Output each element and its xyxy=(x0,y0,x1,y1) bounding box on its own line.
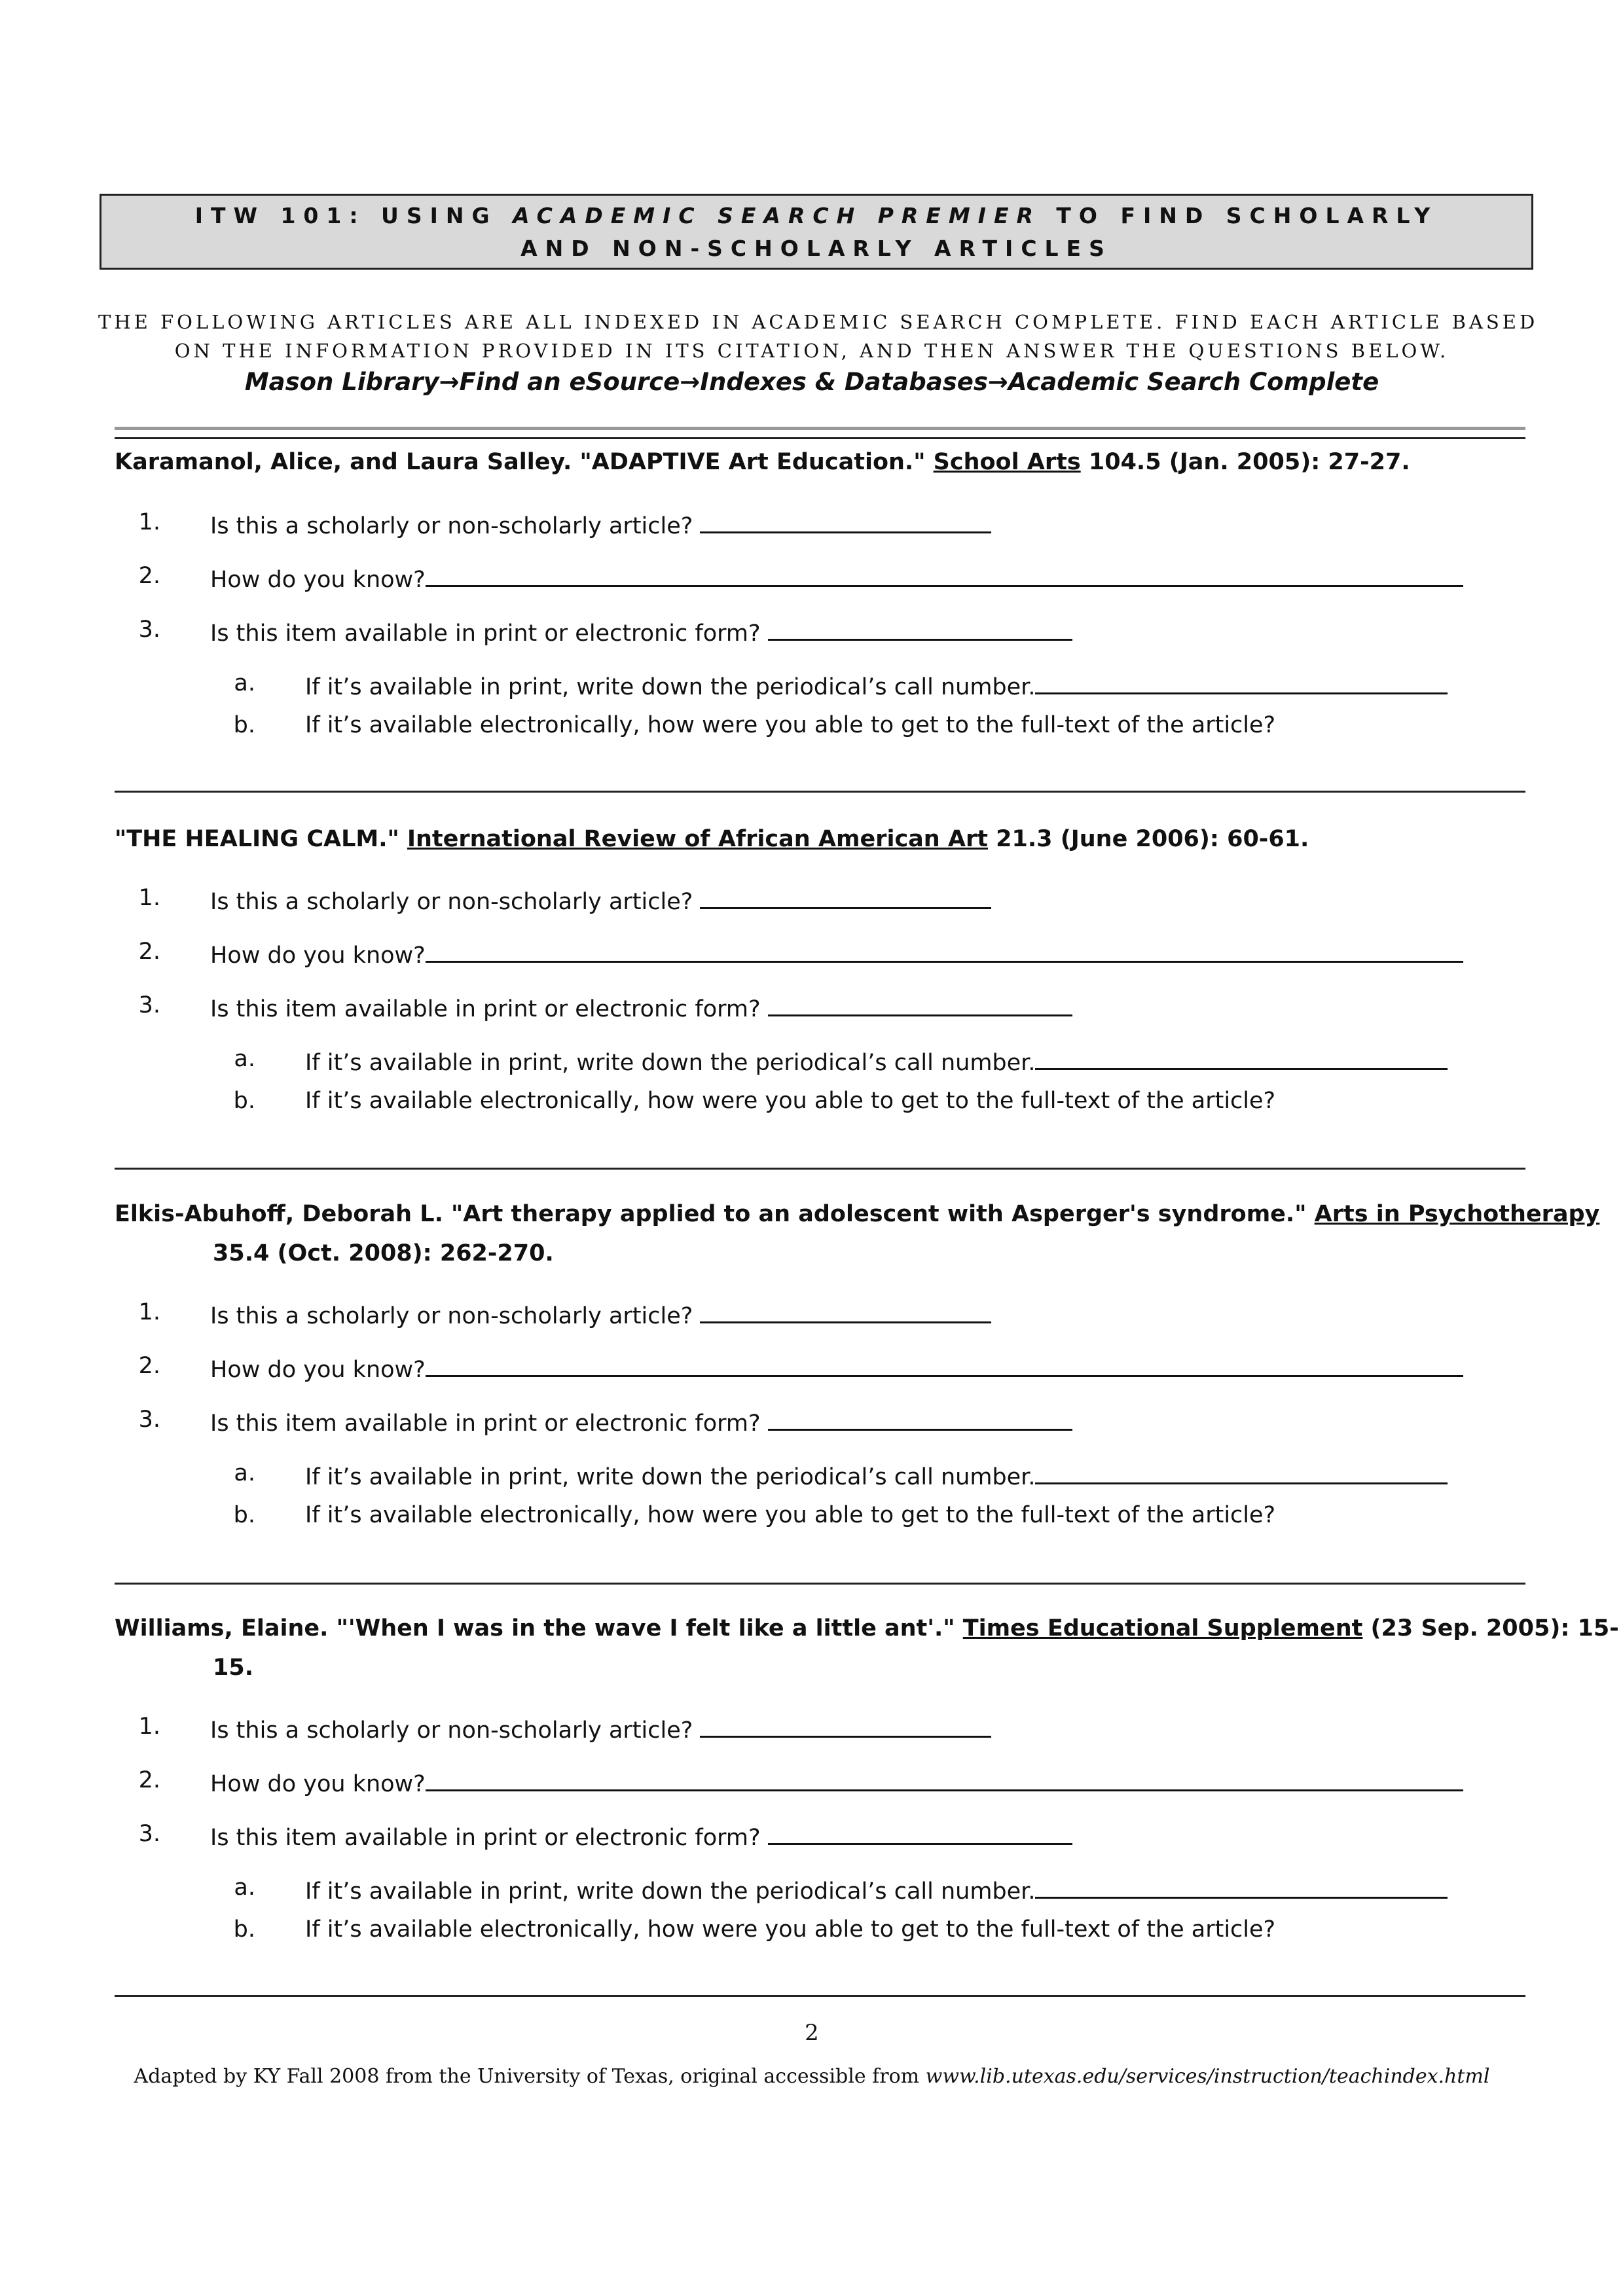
question-number: 2. xyxy=(138,1767,160,1793)
citation-text: "THE HEALING CALM." xyxy=(115,826,407,852)
question-number: 1. xyxy=(138,1299,160,1325)
question-text: If it’s available electronically, how were you able to get to the full-text of the article? xyxy=(305,712,1276,738)
question-text: If it’s available electronically, how were you able to get to the full-text of the article? xyxy=(305,1916,1276,1943)
divider xyxy=(115,1168,1525,1170)
question-number: 3. xyxy=(138,1407,160,1433)
question-letter: b. xyxy=(233,712,255,738)
question-text: How do you know? xyxy=(210,942,426,969)
instructions-line-1: THE FOLLOWING ARTICLES ARE ALL INDEXED IN ACADEMIC SEARCH COMPLETE. FIND EACH ARTICLE BASED xyxy=(98,311,1539,333)
answer-blank[interactable] xyxy=(768,617,1072,641)
title-line-2: AND NON-SCHOLARLY ARTICLES xyxy=(520,236,1112,261)
question-text: How do you know? xyxy=(210,567,426,593)
journal-title: International Review of African American Art xyxy=(407,826,988,852)
question-letter: b. xyxy=(233,1088,255,1114)
question-letter: b. xyxy=(233,1916,255,1943)
question-letter: b. xyxy=(233,1502,255,1528)
navigation-path: Mason Library→Find an eSource→Indexes & Databases→Academic Search Complete xyxy=(244,368,1379,396)
question-text: How do you know? xyxy=(210,1357,426,1383)
answer-blank[interactable] xyxy=(700,1299,991,1323)
journal-title: School Arts xyxy=(933,449,1081,475)
citation-text: Karamanol, Alice, and Laura Salley. "ADAPTIVE Art Education." xyxy=(115,449,934,475)
citation-1 xyxy=(115,442,1623,482)
answer-blank[interactable] xyxy=(700,1713,991,1738)
footer-text: Adapted by KY Fall 2008 from the University of Texas, original accessible from xyxy=(134,2065,926,2088)
answer-blank[interactable] xyxy=(700,509,991,533)
question-number: 1. xyxy=(138,509,160,535)
question-number: 2. xyxy=(138,1353,160,1379)
footer-url[interactable]: www.lib.utexas.edu/services/instruction/teachindex.html xyxy=(925,2065,1490,2088)
question-text: If it’s available in print, write down the periodical’s call number. xyxy=(305,1464,1036,1490)
answer-blank[interactable] xyxy=(700,885,991,909)
divider xyxy=(115,791,1525,793)
question-number: 3. xyxy=(138,617,160,643)
journal-title: Times Educational Supplement xyxy=(962,1615,1363,1641)
question-text: Is this item available in print or electronic form? xyxy=(210,996,768,1022)
instructions-line-2: ON THE INFORMATION PROVIDED IN ITS CITATION, AND THEN ANSWER THE QUESTIONS BELOW. xyxy=(174,340,1450,362)
divider xyxy=(115,427,1525,430)
footer xyxy=(65,2065,1558,2088)
question-number: 1. xyxy=(138,1713,160,1740)
question-text: If it’s available in print, write down the periodical’s call number. xyxy=(305,1878,1036,1905)
title-part-1: ITW 101: USING xyxy=(194,203,513,228)
answer-blank[interactable] xyxy=(1035,1046,1448,1070)
citation-text: 104.5 (Jan. 2005): 27-27. xyxy=(1080,449,1410,475)
question-text: Is this item available in print or electronic form? xyxy=(210,620,768,647)
question-text: Is this item available in print or electronic form? xyxy=(210,1825,768,1851)
question-letter: a. xyxy=(234,670,255,696)
citation-text: 35.4 (Oct. 2008): 262-270. xyxy=(213,1240,554,1266)
question-letter: a. xyxy=(234,1046,255,1072)
answer-blank[interactable] xyxy=(426,1353,1463,1377)
citation-text: 21.3 (June 2006): 60-61. xyxy=(988,826,1309,852)
question-letter: a. xyxy=(234,1874,255,1901)
citation-text: Elkis-Abuhoff, Deborah L. "Art therapy applied to an adolescent with Asperger's syndrome." xyxy=(115,1201,1315,1227)
answer-blank[interactable] xyxy=(768,1407,1072,1431)
question-text: How do you know? xyxy=(210,1771,426,1797)
question-number: 3. xyxy=(138,992,160,1018)
question-number: 3. xyxy=(138,1821,160,1847)
question-number: 2. xyxy=(138,939,160,965)
answer-blank[interactable] xyxy=(768,992,1072,1016)
question-text: Is this a scholarly or non-scholarly article? xyxy=(210,889,701,915)
answer-blank[interactable] xyxy=(1035,1460,1448,1484)
answer-blank[interactable] xyxy=(426,563,1463,587)
divider xyxy=(115,437,1525,439)
question-text: Is this a scholarly or non-scholarly article? xyxy=(210,513,701,539)
instructions xyxy=(98,308,1539,365)
question-text: Is this a scholarly or non-scholarly article? xyxy=(210,1303,701,1329)
question-text: If it’s available electronically, how were you able to get to the full-text of the article? xyxy=(305,1502,1276,1528)
question-letter: a. xyxy=(234,1460,255,1486)
answer-blank[interactable] xyxy=(1035,670,1448,694)
title-line-1 xyxy=(101,200,1531,232)
question-number: 2. xyxy=(138,563,160,589)
citation-3 xyxy=(115,1194,1623,1273)
worksheet-title xyxy=(100,194,1533,270)
citation-text: (23 Sep. 2005): 15-15. xyxy=(213,1615,1619,1681)
question-text: Is this a scholarly or non-scholarly article? xyxy=(210,1717,701,1744)
question-text: If it’s available in print, write down the periodical’s call number. xyxy=(305,1050,1036,1076)
divider xyxy=(115,1583,1525,1585)
answer-blank[interactable] xyxy=(426,1767,1463,1791)
question-text: If it’s available in print, write down the periodical’s call number. xyxy=(305,674,1036,700)
answer-blank[interactable] xyxy=(768,1821,1072,1845)
title-database-name: ACADEMIC SEARCH PREMIER xyxy=(513,203,1041,228)
answer-blank[interactable] xyxy=(1035,1874,1448,1899)
question-text: If it’s available electronically, how were you able to get to the full-text of the article? xyxy=(305,1088,1276,1114)
citation-2 xyxy=(115,819,1623,859)
divider xyxy=(115,1995,1525,1997)
page-number: 2 xyxy=(805,2020,819,2046)
title-part-3: TO FIND SCHOLARLY xyxy=(1040,203,1438,228)
question-number: 1. xyxy=(138,885,160,911)
answer-blank[interactable] xyxy=(426,939,1463,963)
question-text: Is this item available in print or electronic form? xyxy=(210,1410,768,1437)
citation-text: Williams, Elaine. "'When I was in the wave I felt like a little ant'." xyxy=(115,1615,963,1641)
journal-title: Arts in Psychotherapy xyxy=(1314,1201,1600,1227)
citation-4 xyxy=(115,1609,1623,1687)
